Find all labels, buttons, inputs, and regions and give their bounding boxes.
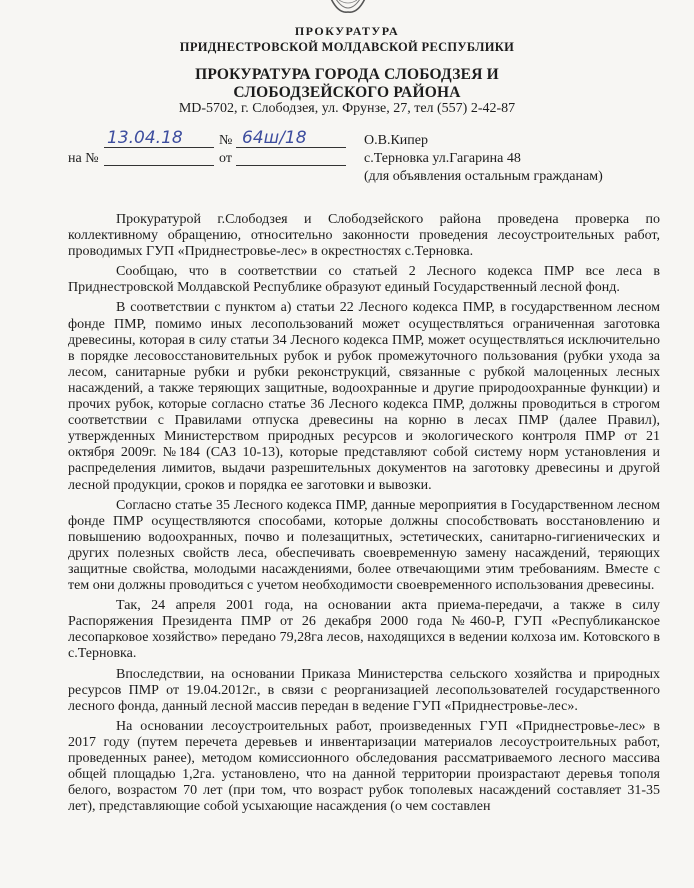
- number-label: №: [219, 133, 233, 148]
- addressee-address: с.Терновка ул.Гагарина 48: [364, 151, 521, 166]
- office-title-line2: СЛОБОДЗЕЙСКОГО РАЙОНА: [233, 84, 461, 101]
- paragraph: Согласно статье 35 Лесного кодекса ПМР, данные мероприятия в Государственном лесном фонде ПМР осуществляются способами, которые должны способствовать восстановлению и повышению водоохранных, почво и полезащитных, эстетических, санитарно-гигиенических и других полезных свойств леса, обеспечивать своевременную замену насаждений, теряющих защитные свойства, молодыми насаждениями, более отвечающими этим требованиям. Вместе с тем они должны проводиться с учетом необходимости своевременного использования древесины.: [68, 497, 660, 594]
- date-line: [104, 147, 214, 148]
- from-label: от: [219, 151, 232, 166]
- from-line: [236, 165, 346, 166]
- number-line: [236, 147, 346, 148]
- paragraph: Так, 24 апреля 2001 года, на основании акта приема-передачи, а также в силу Распоряжения Президента ПМР от 26 декабря 2000 года №460-Р, ГУП «Республиканское лесопарковое хозяйство» передано 79,28га лесов, находящихся в ведении колхоза им. Котовского в с.Терновка.: [68, 598, 660, 662]
- handwritten-number: 64ш/18: [242, 128, 307, 148]
- letter-body: [68, 212, 660, 819]
- org-subtitle: ПРИДНЕСТРОВСКОЙ МОЛДАВСКОЙ РЕСПУБЛИКИ: [179, 40, 515, 54]
- paragraph: В соответствии с пунктом а) статьи 22 Лесного кодекса ПМР, в государственном лесном фонде ПМР, помимо иных лесопользований может осуществляться ограниченная заготовка древесины, которая в силу статьи 34 Лесного кодекса ПМР, может осуществляться исключительно в порядке лесовосстановительных рубок и рубок промежуточного пользования (рубки ухода за лесом, санитарные рубки и рубки реконструкций, связанные с рубкой малоценных лесных насаждений, а также теряющих защитные, водоохранные и другие природоохранные функции) и прочих рубок, которые согласно статье 36 Лесного кодекса ПМР, должны проводиться в строгом соответствии с Правилами отпуска древесины на корню в лесах ПМР (далее Правил), утвержденных Министерством природных ресурсов и экологического контроля ПМР от 21 октября 2009г. №184 (САЗ 10-13), которые представляют собой систему норм установления и распределения лимитов, выдачи разрешительных документов на заготовку древесины и другой лесной продукции, сроков и порядка ее заготовки и вывозки.: [68, 300, 660, 493]
- paragraph: Впоследствии, на основании Приказа Министерства сельского хозяйства и природных ресурсов ПМР от 19.04.2012г., в связи с реорганизацией лесопользователей государственного лесного фонда, данный лесной массив передан в ведение ГУП «Приднестровье-лес».: [68, 666, 660, 714]
- paragraph: Прокуратурой г.Слободзея и Слободзейского района проведена проверка по коллективному обращению, относительно законности проведения лесоустроительных работ, проводимых ГУП «Приднестровье-лес» в окрестностях с.Терновка.: [68, 212, 660, 260]
- reply-to-label: на №: [68, 151, 99, 166]
- addressee-note: (для объявления остальным гражданам): [364, 169, 603, 184]
- addressee-name: О.В.Кипер: [364, 133, 428, 148]
- paragraph: Сообщаю, что в соответствии со статьей 2 Лесного кодекса ПМР все леса в Приднестровской Молдавской Республике образуют единый Государственный лесной фонд.: [68, 264, 660, 296]
- reply-to-line: [104, 165, 214, 166]
- handwritten-date: 13.04.18: [107, 128, 183, 148]
- paragraph: На основании лесоустроительных работ, произведенных ГУП «Приднестровье-лес» в 2017 году (путем перечета деревьев и инвентаризации материалов лесоустроительных работ, проведенных ранее), методом комиссионного обследования рассматриваемого лесного массива общей площадью 1,2га. установлено, что на данной территории произрастают деревья тополя белого, возрастом 70 лет (при том, что возраст рубок тополевых насаждений составляет 31-35 лет), представляющие собой усыхающие насаждения (о чем составлен: [68, 718, 660, 815]
- org-title: ПРОКУРАТУРА: [294, 24, 400, 38]
- state-emblem-icon: [325, 0, 371, 16]
- office-address: MD-5702, г. Слободзея, ул. Фрунзе, 27, тел (557) 2-42-87: [178, 101, 516, 116]
- office-title-line1: ПРОКУРАТУРА ГОРОДА СЛОБОДЗЕЯ И: [195, 66, 499, 83]
